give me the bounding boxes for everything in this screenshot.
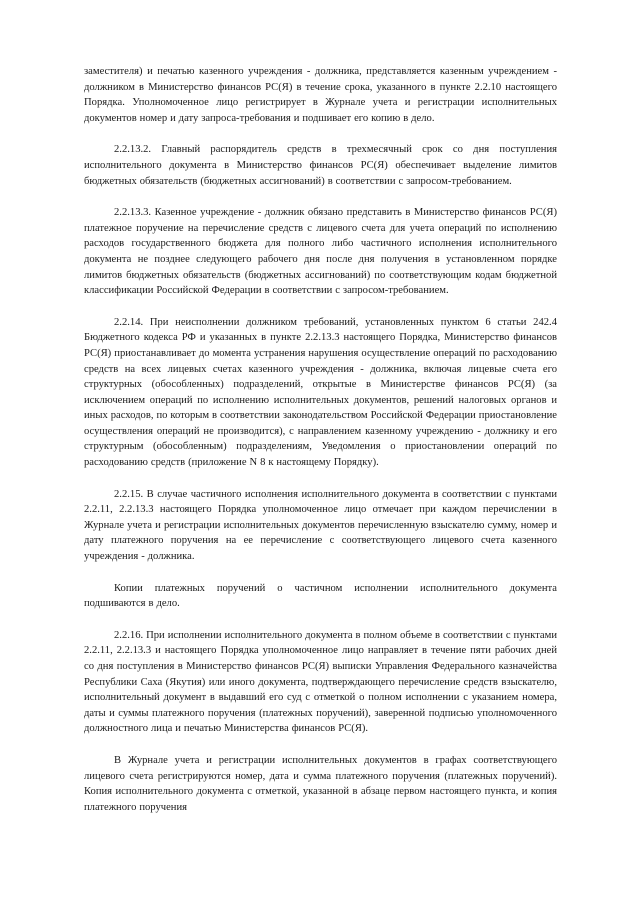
- paragraph-2-2-13-3: 2.2.13.3. Казенное учреждение - должник обязано представить в Министерство финансов РС(Я) платежное поручение на перечисление средств с лицевого счета для учета операций по исполнению расходов государственного бюджета для полного либо частичного исполнения исполнительного документа не позднее следующего рабочего дня после дня получения в установленном порядке лимитов бюджетных обязательств (бюджетных ассигнований) по соответствующим кодам бюджетной классификации Российской Федерации в соответствии с запросом-требованием.: [84, 207, 557, 297]
- paragraph-2-2-14: 2.2.14. При неисполнении должником требований, установленных пунктом 6 статьи 242.4 Бюджетного кодекса РФ и указанных в пункте 2.2.13.3 настоящего Порядка, Министерство финансов РС(Я) приостанавливает до момента устранения нарушения осуществление операций по расходованию средств на всех лицевых счетах казенного учреждения - должника, включая лицевые счета его структурных (обособленных) подразделений, открытые в Министерстве финансов РС(Я) (за исключением операций по исполнению исполнительных документов, решений налоговых органов и иных расходов, по которым в соответствии законодательством Российской Федерации приостановление осуществления операций не производится), с направлением казенному учреждению - должнику и его структурным (обособленным) подразделениям, Уведомления о приостановлении операций по расходованию средств (приложение N 8 к настоящему Порядку).: [84, 316, 557, 469]
- paragraph-payment-copies: Копии платежных поручений о частичном исполнении исполнительного документа подшиваются в дело.: [84, 582, 557, 610]
- document-body: [84, 64, 557, 831]
- paragraph-continuation: заместителя) и печатью казенного учреждения - должника, представляется казенным учреждением - должником в Министерство финансов РС(Я) в течение срока, указанного в пункте 2.2.10 настоящего Порядка. Уполномоченное лицо регистрирует в Журнале учета и регистрации исполнительных документов номер и дату запроса-требования и подшивает его копию в дело.: [84, 66, 557, 124]
- paragraph-2-2-15: 2.2.15. В случае частичного исполнения исполнительного документа в соответствии с пунктами 2.2.11, 2.2.13.3 настоящего Порядка уполномоченное лицо отмечает при каждом перечислении в Журнале учета и регистрации исполнительных документов перечисленную взыскателю сумму, номер и дату платежного поручения на ее перечисление с соответствующего лицевого счета казенного учреждения - должника.: [84, 488, 557, 563]
- paragraph-journal-registration: В Журнале учета и регистрации исполнительных документов в графах соответствующего лицевого счета регистрируются номер, дата и сумма платежного поручения (платежных поручений). Копия исполнительного документа с отметкой, указанной в абзаце первом настоящего пункта, и копия платежного поручения: [84, 754, 557, 813]
- paragraph-2-2-13-2: 2.2.13.2. Главный распорядитель средств в трехмесячный срок со дня поступления исполнительного документа в Министерство финансов РС(Я) обеспечивает выделение лимитов бюджетных обязательств (бюджетных ассигнований) в соответствии с запросом-требованием.: [84, 144, 557, 187]
- paragraph-2-2-16: 2.2.16. При исполнении исполнительного документа в полном объеме в соответствии с пунктами 2.2.11, 2.2.13.3 и настоящего Порядка уполномоченное лицо направляет в течение пяти рабочих дней со дня поступления в Министерство финансов РС(Я) выписки Управления Федерального казначейства Республики Саха (Якутия) или иного документа, подтверждающего перечисление средств взыскателю, исполнительный документ в выдавший его суд с отметкой о полном исполнении с указанием номера, даты и суммы платежного поручения (платежных поручений), заверенной подписью уполномоченного должностного лица и печатью Министерства финансов РС(Я).: [84, 629, 557, 735]
